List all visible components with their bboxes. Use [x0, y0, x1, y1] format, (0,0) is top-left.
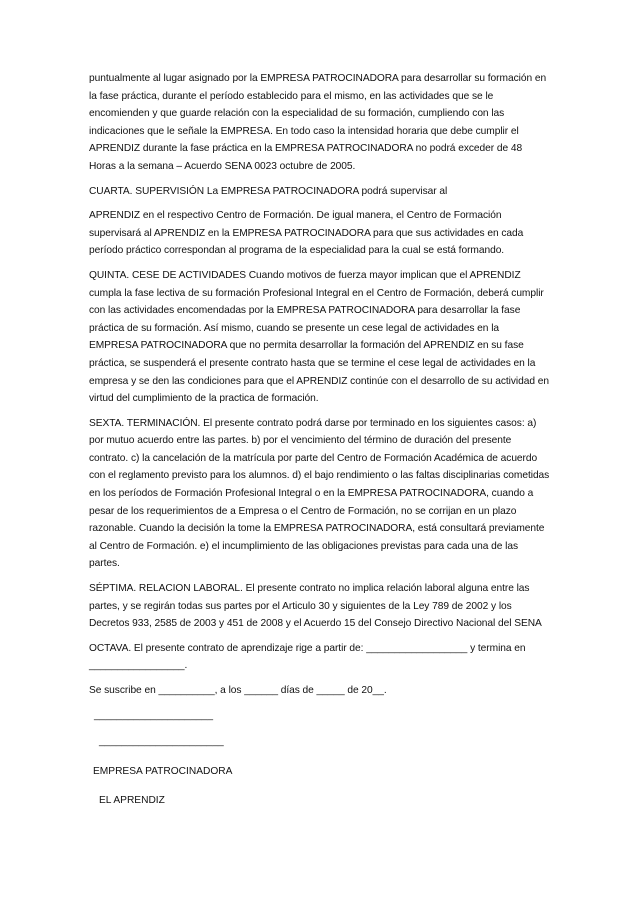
paragraph-cuarta-heading: CUARTA. SUPERVISIÓN La EMPRESA PATROCINADORA podrá supervisar al [89, 185, 448, 197]
paragraph-continuation: puntualmente al lugar asignado por la EMPRESA PATROCINADORA para desarrollar su formación en la fase práctica, durante el período establecido para el mismo, en las actividades que se le encomienden y que guarde relación con la especialidad de su formación, cumpliendo con las indicaciones que le señale la EMPRESA. En todo caso la intensidad horaria que debe cumplir el APRENDIZ durante la fase práctica en la EMPRESA PATROCINADORA no podrá exceder de 48 Horas a la semana – Acuerdo SENA 0023 octubre de 2005. [89, 73, 547, 172]
signatory-apprentice: EL APRENDIZ [99, 795, 165, 807]
paragraph-quinta: QUINTA. CESE DE ACTIVIDADES Cuando motivos de fuerza mayor implican que el APRENDIZ cumpla la fase lectiva de su formación Profesional Integral en el Centro de Formación, deberá cumplir con las actividades encomendadas por la EMPRESA PATROCINADORA para desarrollar la fase práctica de su formación. Así mismo, cuando se presente un cese legal de actividades en la EMPRESA PATROCINADORA que no permita desarrollar la formación del APRENDIZ en su fase práctica, se suspenderá el presente contrato hasta que se termine el cese legal de actividades en la empresa y se den las condiciones para que el APRENDIZ continúe con el desarrollo de su actividad en virtud del cumplimiento de la practica de formación. [89, 269, 549, 405]
signature-line-company: _____________________ [94, 709, 213, 721]
signature-line-apprentice: ______________________ [99, 736, 224, 748]
paragraph-octava: OCTAVA. El presente contrato de aprendizaje rige a partir de: __________________ y termina en _________________. [89, 642, 526, 672]
paragraph-cuarta-body: APRENDIZ en el respectivo Centro de Formación. De igual manera, el Centro de Formación supervisará al APRENDIZ en la EMPRESA PATROCINADORA para que sus actividades en cada período práctico correspondan al programa de la especialidad para la cual se está formando. [89, 210, 524, 257]
paragraph-suscribe: Se suscribe en __________, a los ______ días de _____ de 20__. [89, 685, 387, 696]
paragraph-sexta: SEXTA. TERMINACIÓN. El presente contrato podrá darse por terminado en los siguientes casos: a) por mutuo acuerdo entre las partes. b) por el vencimiento del término de duración del presente contrato. c) la cancelación de la matrícula por parte del Centro de Formación Académica de acuerdo con el reglamento previsto para los alumnos. d) el bajo rendimiento o las faltas disciplinarias cometidas en los períodos de Formación Profesional Integral o en la EMPRESA PATROCINADORA, cuando a pesar de los requerimientos de a Empresa o el Centro de Formación, no se corrijan en un plazo razonable. Cuando la decisión la tome la EMPRESA PATROCINADORA, está consultará previamente al Centro de Formación. e) el incumplimiento de las obligaciones previstas para cada una de las partes. [89, 417, 550, 570]
signatory-company: EMPRESA PATROCINADORA [93, 765, 233, 777]
paragraph-septima: SÉPTIMA. RELACION LABORAL. El presente contrato no implica relación laboral alguna entre las partes, y se regirán todas sus partes por el Articulo 30 y siguientes de la Ley 789 de 2002 y los Decretos 933, 2585 de 2003 y 451 de 2008 y el Acuerdo 15 del Consejo Directivo Nacional del SENA [89, 583, 542, 630]
